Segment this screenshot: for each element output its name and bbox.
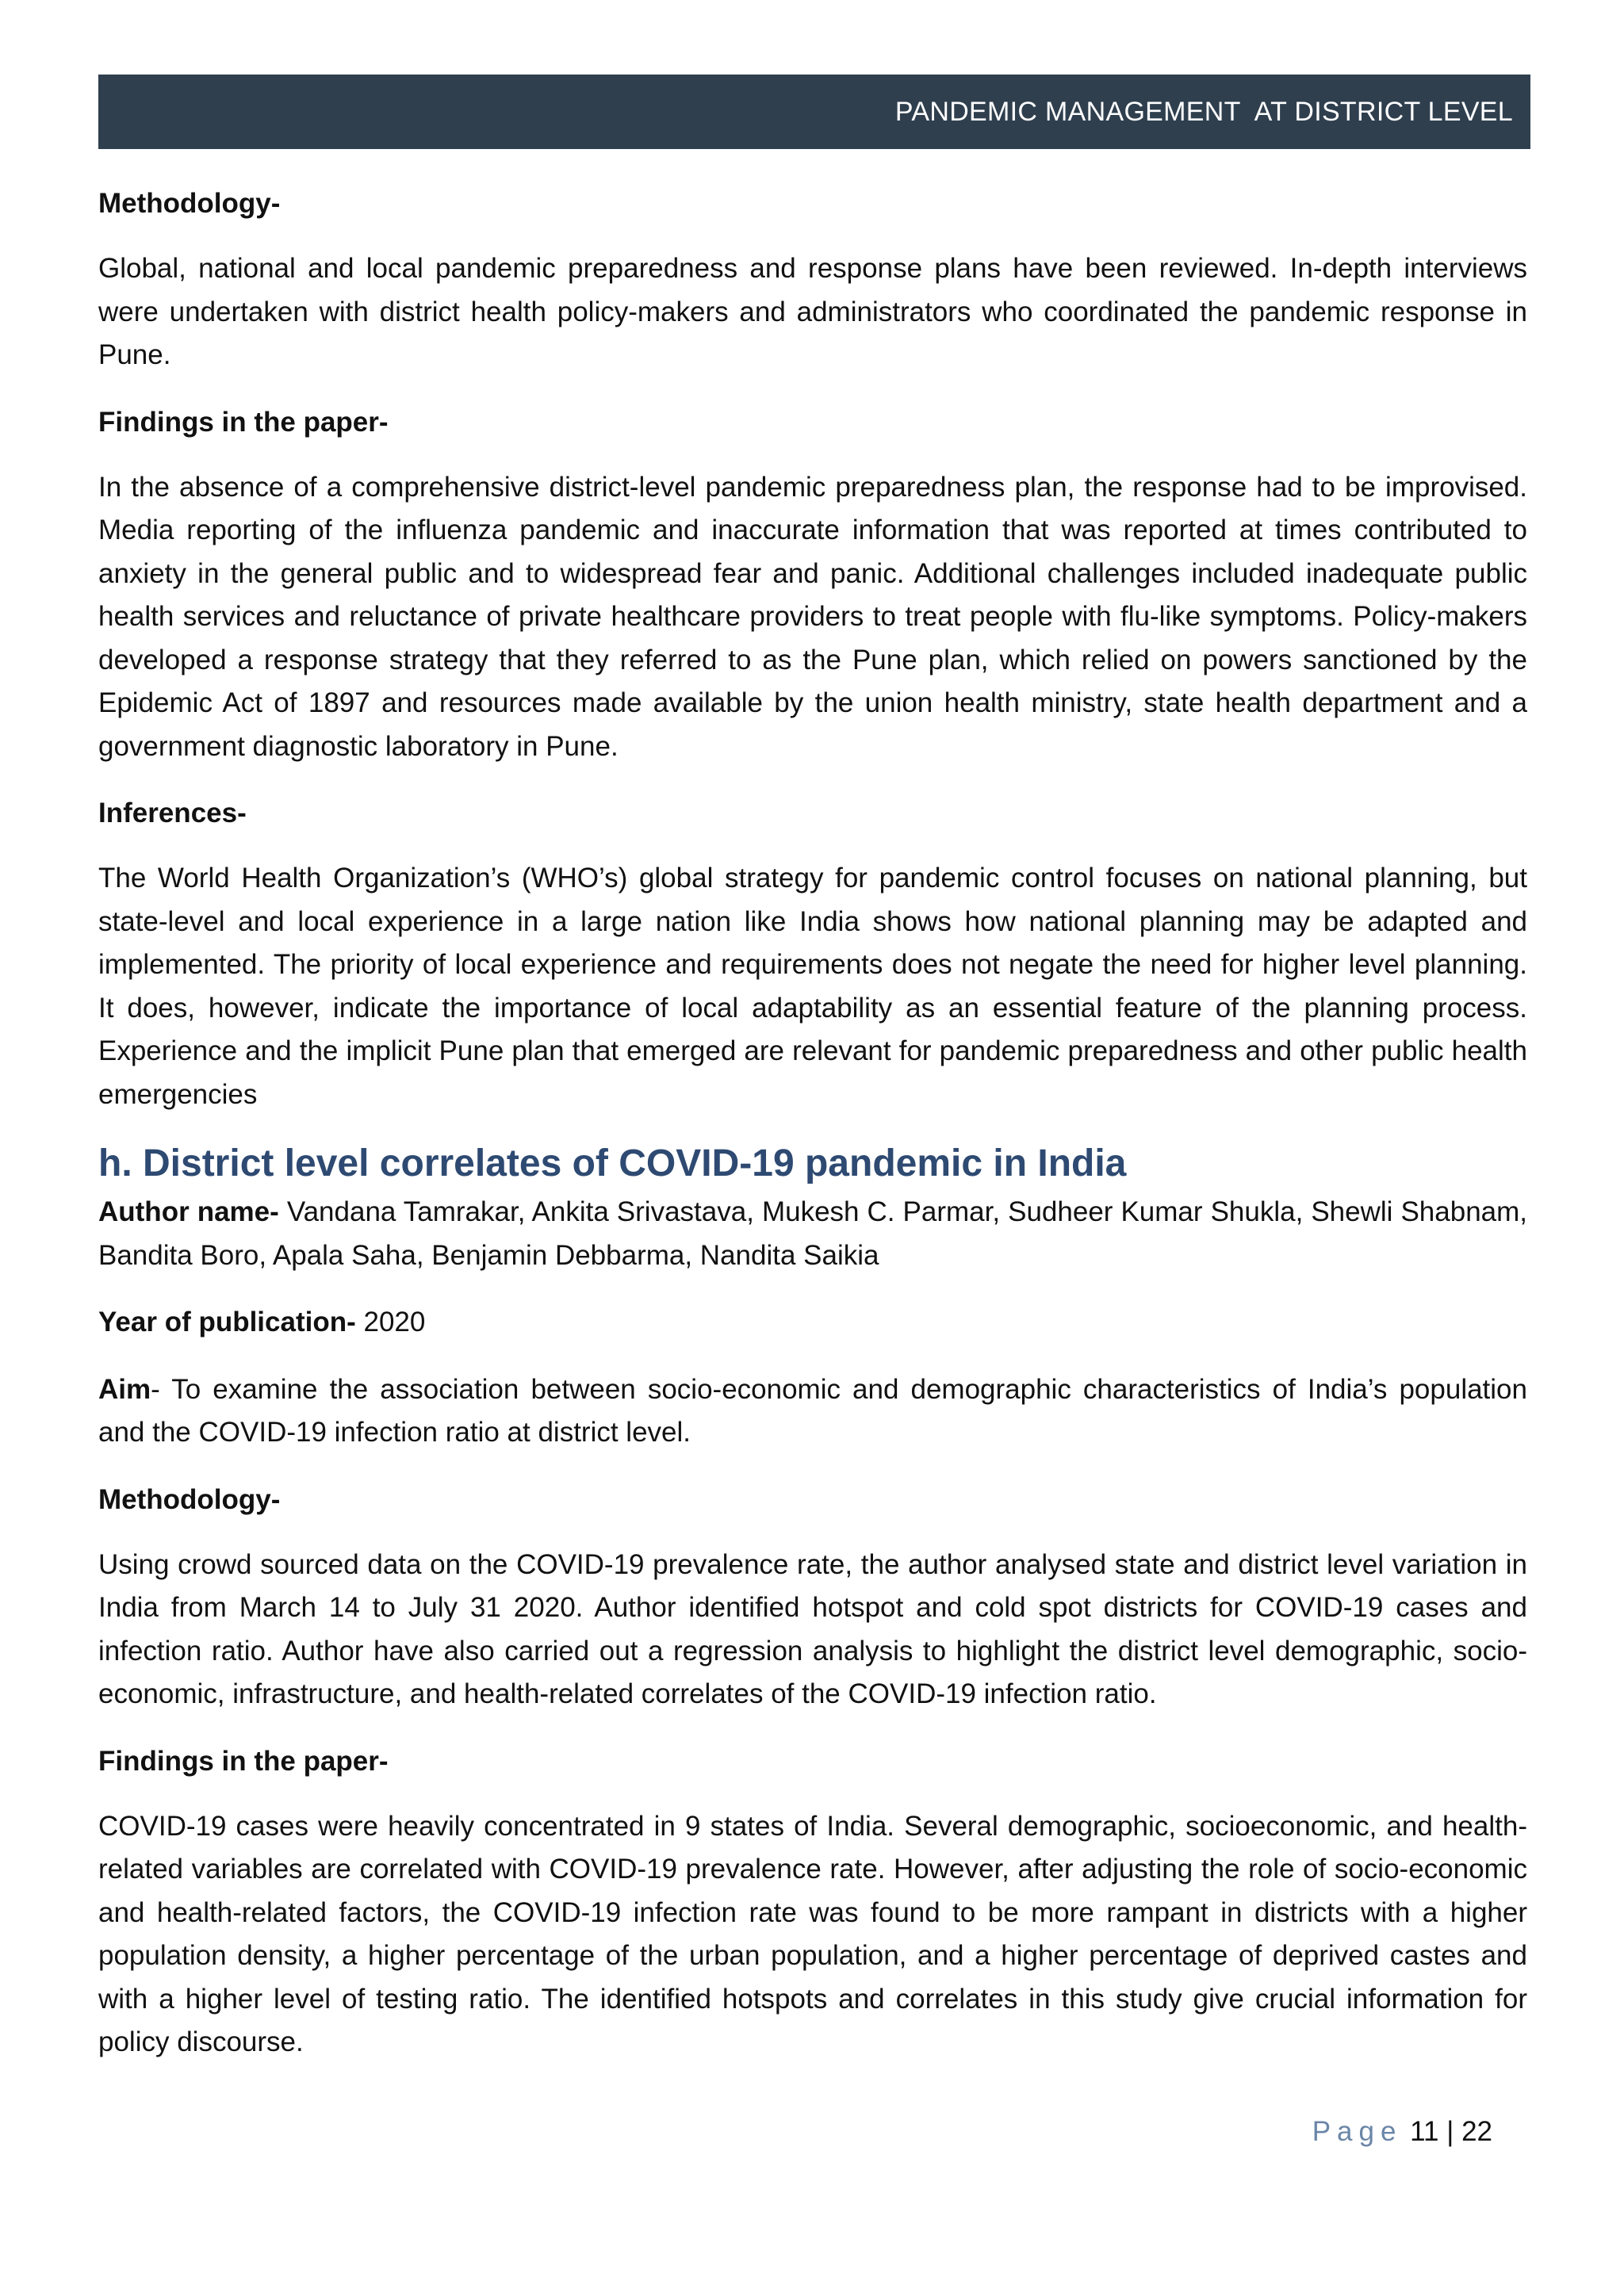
document-body (98, 182, 1527, 2088)
findings-text-2: COVID-19 cases were heavily concentrated in 9 states of India. Several demographic, socioeconomic, and health-related variables are correlated with COVID-19 prevalence rate. However, after adjusting the role of socio-economic and health-related factors, the COVID-19 infection rate was found to be more rampant in districts with a higher population density, a higher percentage of the urban population, and a higher percentage of deprived castes and with a higher level of testing ratio. The identified hotspots and correlates in this study give crucial information for policy discourse. (98, 1810, 1527, 2057)
methodology-text-1: Global, national and local pandemic preparedness and response plans have been reviewed. In-depth interviews were undertaken with district health policy-makers and administrators who coordinated the pandemic response in Pune. (98, 253, 1527, 370)
author-label: Author name- (98, 1196, 279, 1227)
inferences-text: The World Health Organization’s (WHO’s) global strategy for pandemic control focuses on national planning, but state-level and local experience in a large nation like India shows how national planning may be adapted and implemented. The priority of local experience and requirements does not negate the need for higher level planning. It does, however, indicate the importance of local adaptability as an essential feature of the planning process. Experience and the implicit Pune plan that emerged are relevant for pandemic preparedness and other public health emergencies (98, 863, 1527, 1110)
section-heading: h. District level correlates of COVID-19 pandemic in India (98, 1142, 1127, 1184)
findings-label-2: Findings in the paper- (98, 1745, 389, 1777)
header-title: PANDEMIC MANAGEMENT AT DISTRICT LEVEL (894, 96, 1513, 127)
year-value: 2020 (355, 1307, 426, 1337)
author-names: Vandana Tamrakar, Ankita Srivastava, Mukesh C. Parmar, Sudheer Kumar Shukla, Shewli Shabnam, Bandita Boro, Apala Saha, Benjamin Debbarma, Nandita Saikia (98, 1196, 1528, 1271)
page-separator: | (1438, 2116, 1462, 2147)
inferences-label: Inferences- (98, 798, 247, 828)
year-label: Year of publication- (98, 1307, 356, 1337)
methodology-text-2: Using crowd sourced data on the COVID-19 prevalence rate, the author analysed state and district level variation in India from March 14 to July 31 2020. Author identified hotspot and cold spot districts for COVID-19 cases and infection ratio. Author have also carried out a regression analysis to highlight the district level demographic, socio-economic, infrastructure, and health-related correlates of the COVID-19 infection ratio. (98, 1548, 1527, 1709)
aim-line (98, 1368, 1527, 1455)
methodology-label-1: Methodology- (98, 188, 281, 219)
page-header (98, 75, 1530, 149)
methodology-label-2: Methodology- (98, 1483, 281, 1515)
page-footer (1312, 2110, 1492, 2153)
page-number: 11 (1410, 2116, 1439, 2147)
author-line (98, 1191, 1527, 1277)
total-pages: 22 (1461, 2116, 1492, 2147)
aim-label: Aim (98, 1373, 151, 1405)
findings-label-1: Findings in the paper- (98, 406, 389, 438)
aim-text: - To examine the association between socio-economic and demographic characteristics of India’s population and the COVID-19 infection ratio at district level. (98, 1373, 1527, 1448)
page-word: Page (1312, 2116, 1403, 2147)
year-line (98, 1301, 1527, 1345)
findings-text-1: In the absence of a comprehensive district-level pandemic preparedness plan, the response had to be improvised. Media reporting of the influenza pandemic and inaccurate information that was reported at times contributed to anxiety in the general public and to widespread fear and panic. Additional challenges included inadequate public health services and reluctance of private healthcare providers to treat people with flu-like symptoms. Policy-makers developed a response strategy that they referred to as the Pune plan, which relied on powers sanctioned by the Epidemic Act of 1897 and resources made available by the union health ministry, state health department and a government diagnostic laboratory in Pune. (98, 471, 1527, 762)
